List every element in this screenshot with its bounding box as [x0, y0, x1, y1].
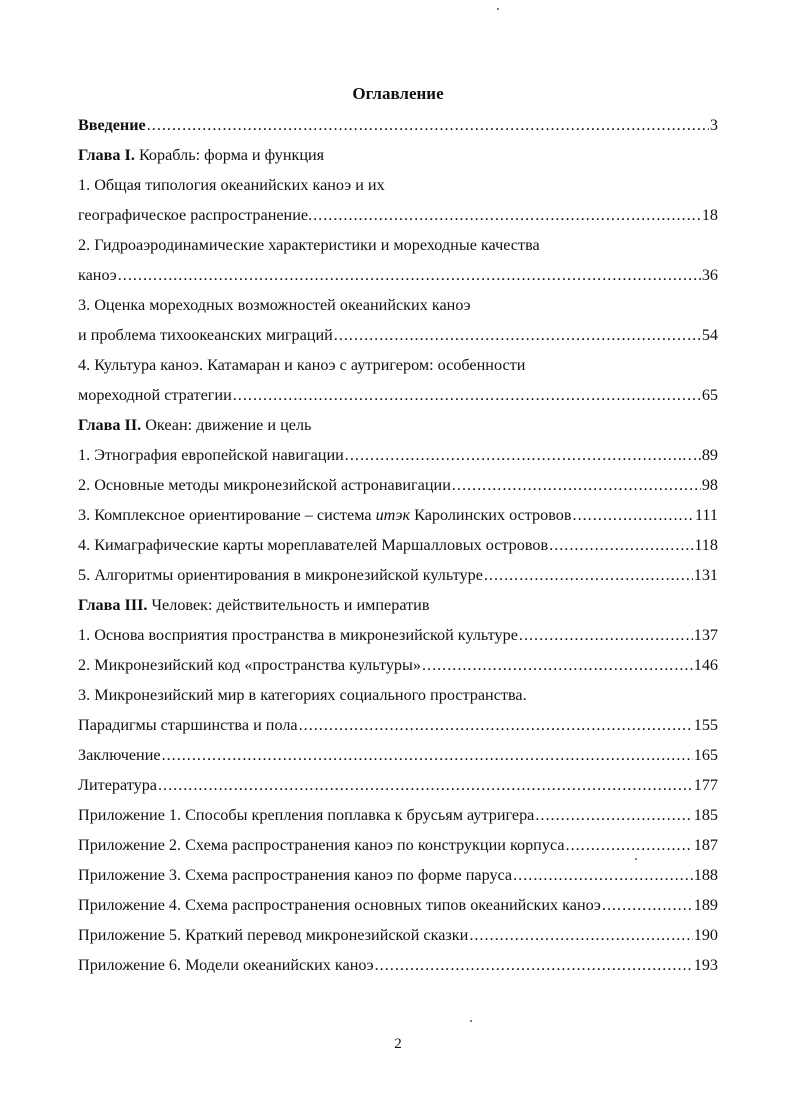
dot-leader [147, 114, 709, 136]
toc-entry [78, 444, 718, 466]
toc-page-number: 65 [701, 386, 718, 404]
dot-leader [334, 324, 701, 346]
toc-page-number: 193 [693, 956, 718, 974]
toc-entry [78, 624, 718, 646]
scan-speck [470, 1020, 472, 1022]
toc-entry [78, 654, 718, 676]
toc-page-number: 187 [693, 836, 718, 854]
toc-page-number: 188 [693, 866, 718, 884]
dot-leader [519, 624, 693, 646]
toc-entry [78, 534, 718, 556]
dot-leader [118, 264, 701, 286]
toc-entry-appendix [78, 804, 718, 826]
toc-entry [78, 504, 718, 526]
toc-entry-label: 4. Кимаграфические карты мореплавателей Маршалловых островов [78, 536, 549, 554]
chapter-number: Глава III. [78, 596, 148, 614]
toc-entry-appendix [78, 864, 718, 886]
toc-page-number: 190 [693, 926, 718, 944]
toc-entry-appendix [78, 834, 718, 856]
dot-leader [452, 474, 701, 496]
toc-page-number: 185 [693, 806, 718, 824]
toc-entry-text: 2. Гидроаэродинамические характеристики и мореходные качества [78, 236, 540, 254]
dot-leader [566, 834, 693, 856]
toc-entry-italic-term: итэк [375, 506, 411, 524]
dot-leader [513, 864, 693, 886]
toc-entry [78, 204, 718, 226]
dot-leader [422, 654, 693, 676]
dot-leader [549, 534, 689, 556]
toc-entry-appendix [78, 924, 718, 946]
toc-page-number: 3 [709, 116, 718, 134]
toc-entry-label: Приложение 6. Модели океанийских каноэ [78, 956, 374, 974]
toc-entry-label: 1. Основа восприятия пространства в микронезийской культуре [78, 626, 518, 644]
toc-entry-text: 4. Культура каноэ. Катамаран и каноэ с аутригером: особенности [78, 356, 526, 374]
dot-leader [299, 714, 693, 736]
dot-leader [162, 744, 693, 766]
toc-entry [78, 714, 718, 736]
toc-entry-label: Парадигмы старшинства и пола [78, 716, 298, 734]
toc-page-number: 111 [694, 506, 718, 524]
toc-entry-text: 3. Оценка мореходных возможностей океанийских каноэ [78, 296, 471, 314]
toc-entry-label: Введение [78, 116, 146, 134]
toc-entry-label: Приложение 1. Способы крепления поплавка к брусьям аутригера [78, 806, 535, 824]
toc-entry [78, 474, 718, 496]
toc-page-number: 146 [693, 656, 718, 674]
toc-chapter-3 [78, 594, 429, 616]
toc-entry-appendix [78, 954, 718, 976]
toc-entry-label: каноэ [78, 266, 117, 284]
toc-entry-label: Приложение 4. Схема распространения основных типов океанийских каноэ [78, 896, 601, 914]
toc-entry-label: 2. Микронезийский код «пространства культуры» [78, 656, 421, 674]
toc-entry [78, 264, 718, 286]
chapter-number: Глава II. [78, 416, 142, 434]
dot-leader [602, 894, 693, 916]
toc-page-number: 165 [693, 746, 718, 764]
dot-leader [375, 954, 693, 976]
toc-entry-label: Приложение 5. Краткий перевод микронезийской сказки [78, 926, 469, 944]
dot-leader [535, 804, 692, 826]
toc-entry-label: мореходной стратегии [78, 386, 232, 404]
chapter-title: Океан: движение и цель [141, 416, 312, 434]
toc-entry-label [78, 504, 572, 526]
page-title: Оглавление [352, 84, 444, 103]
toc-chapter-1 [78, 144, 324, 166]
toc-entry-intro [78, 114, 718, 136]
toc-entry-text-part: 3. Комплексное ориентирование – система [78, 506, 376, 524]
toc-entry-label: и проблема тихоокеанских миграций [78, 326, 333, 344]
dot-leader [158, 774, 693, 796]
toc-page-number: 137 [693, 626, 718, 644]
toc-entry-text: 3. Микронезийский мир в категориях социального пространства. [78, 686, 527, 704]
chapter-number: Глава I. [78, 146, 135, 164]
toc-entry-text-part: Каролинских островов [410, 506, 572, 524]
chapter-title: Человек: действительность и императив [147, 596, 430, 614]
dot-leader [469, 924, 692, 946]
toc-entry-label: Приложение 2. Схема распространения каноэ по конструкции корпуса [78, 836, 565, 854]
toc-entry-appendix [78, 894, 718, 916]
scan-speck [497, 8, 499, 10]
toc-chapter-2 [78, 414, 311, 436]
toc-entry-label: 5. Алгоритмы ориентирования в микронезийской культуре [78, 566, 483, 584]
dot-leader [484, 564, 693, 586]
toc-entry-conclusion [78, 744, 718, 766]
toc-entry [78, 564, 718, 586]
toc-entry-label: Заключение [78, 746, 161, 764]
toc-page-number: 54 [701, 326, 718, 344]
toc-entry-label: географическое распространение. [78, 206, 313, 224]
toc-entry-label: 1. Этнография европейской навигации [78, 446, 344, 464]
toc-page-number: .118 [690, 536, 718, 554]
chapter-title: Корабль: форма и функция [134, 146, 325, 164]
toc-entry-label: Литература [78, 776, 157, 794]
toc-entry [78, 324, 718, 346]
toc-page-number: 131 [693, 566, 718, 584]
scan-speck [635, 858, 637, 860]
dot-leader [573, 504, 694, 526]
toc-entry-literature [78, 774, 718, 796]
dot-leader [313, 204, 701, 226]
dot-leader [233, 384, 701, 406]
toc-entry-text: 1. Общая типология океанийских каноэ и их [78, 176, 385, 194]
toc-page-number: 155 [693, 716, 718, 734]
toc-page-number: 98 [701, 476, 718, 494]
toc-entry-label: 2. Основные методы микронезийской астронавигации [78, 476, 451, 494]
toc-page-number: 36 [701, 266, 718, 284]
page-number: 2 [394, 1036, 402, 1052]
toc-page-number: ….89 [681, 446, 718, 464]
toc-page-number: 189 [693, 896, 718, 914]
toc-page-number: 18 [701, 206, 718, 224]
toc-entry-label: Приложение 3. Схема распространения каноэ по форме паруса [78, 866, 513, 884]
toc-page-number: 177 [693, 776, 718, 794]
dot-leader [345, 444, 681, 466]
toc-entry [78, 384, 718, 406]
